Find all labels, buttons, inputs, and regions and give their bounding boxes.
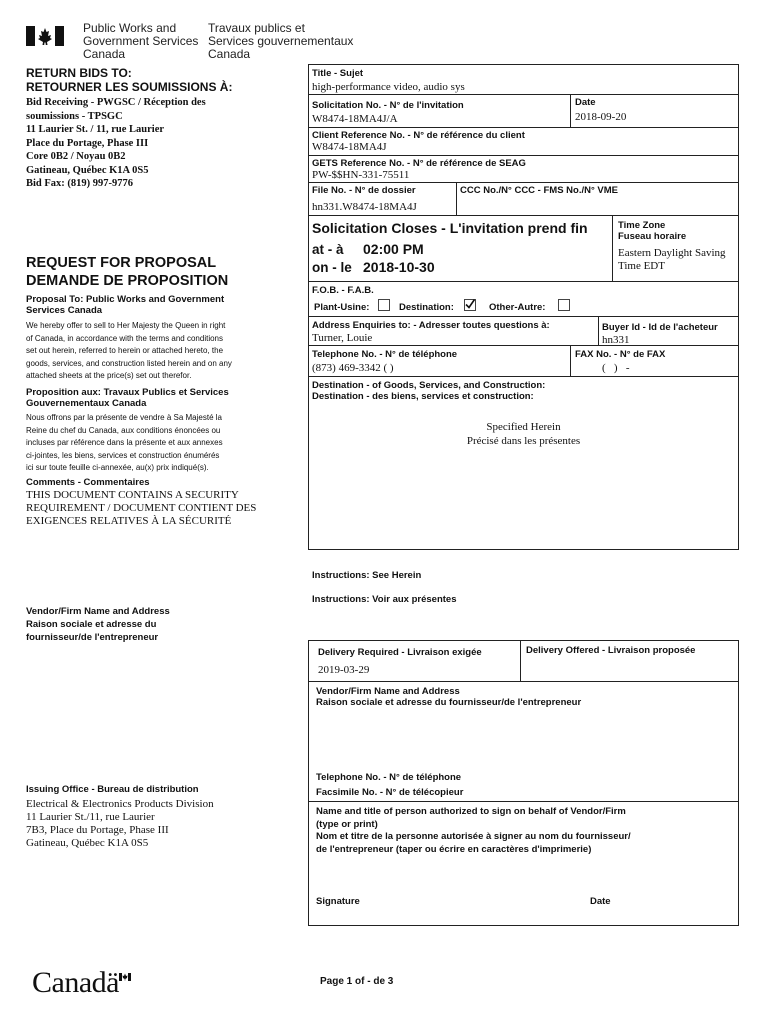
return-bids-address: Bid Receiving - PWGSC / Réception des soumissions - TPSGC 11 Laurier St. / 11, rue Laurier Place du Portage, Phase III Core 0B2 / Noyau 0B2 Gatineau, Québec K1A 0S5 Bid Fax: (819) 997-9776 bbox=[26, 97, 206, 189]
destination-checkbox[interactable] bbox=[464, 299, 476, 311]
client-reference-label: Client Reference No. - N° de référence du client bbox=[312, 130, 525, 141]
date-label: Date bbox=[575, 97, 596, 108]
fax-value: ( ) - bbox=[602, 362, 630, 374]
signature-date-label: Date bbox=[590, 896, 611, 907]
vendor-firm-label-left: Vendor/Firm Name and Address Raison sociale et adresse du fournisseur/de l'entrepreneur bbox=[26, 606, 170, 643]
department-name-fr: Travaux publics et Services gouvernementaux Canada bbox=[208, 21, 354, 61]
proposal-to-en: Proposal To: Public Works and Government Services Canada bbox=[26, 294, 225, 316]
closing-time-label: at - à bbox=[312, 242, 344, 257]
telephone-value: (873) 469-3342 ( ) bbox=[312, 362, 394, 374]
telephone-label: Telephone No. - N° de téléphone bbox=[312, 349, 458, 360]
proposal-to-fr: Proposition aux: Travaux Publics et Services Gouvernementaux Canada bbox=[26, 387, 229, 409]
return-bids-heading: RETURN BIDS TO: RETOURNER LES SOUMISSIONS À: bbox=[26, 66, 233, 94]
page-number: Page 1 of - de 3 bbox=[320, 976, 394, 987]
vendor-facsimile-label: Facsimile No. - N° de télécopieur bbox=[316, 787, 464, 798]
destination-goods-label: Destination - of Goods, Services, and Construction: Destination - des biens, services et construction: bbox=[312, 380, 546, 402]
signature-input[interactable] bbox=[312, 908, 582, 924]
department-name-en: Public Works and Government Services Canada bbox=[83, 21, 199, 61]
instructions-en: Instructions: See Herein bbox=[312, 570, 422, 581]
delivery-offered-input[interactable] bbox=[524, 658, 736, 678]
buyer-id-value: hn331 bbox=[602, 334, 630, 345]
delivery-offered-label: Delivery Offered - Livraison proposée bbox=[526, 645, 696, 656]
signature-label: Signature bbox=[316, 896, 360, 907]
authorized-signer-input[interactable] bbox=[312, 858, 736, 892]
canada-flag-icon bbox=[26, 26, 64, 46]
solicitation-number-value: W8474-18MA4J/A bbox=[312, 113, 398, 125]
date-value: 2018-09-20 bbox=[575, 111, 627, 123]
instructions-fr: Instructions: Voir aux présentes bbox=[312, 594, 457, 605]
time-zone-label: Time Zone Fuseau horaire bbox=[618, 220, 687, 242]
file-number-label: File No. - N° de dossier bbox=[312, 185, 416, 196]
comments-text: THIS DOCUMENT CONTAINS A SECURITY REQUIREMENT / DOCUMENT CONTIENT DES EXIGENCES RELATIVES À LA SÉCURITÉ bbox=[26, 489, 257, 527]
gets-reference-label: GETS Reference No. - N° de référence de SEAG bbox=[312, 158, 526, 169]
issuing-office-label: Issuing Office - Bureau de distribution bbox=[26, 784, 199, 795]
offer-text-fr: Nous offrons par la présente de vendre à Sa Majesté la Reine du chef du Canada, aux conditions énoncées ou incluses par référence dans la présente et aux annexes ci-jointes, les biens, services et construction énumérés ici sur toute feuille ci-annexée, au(x) prix indiqué(s). bbox=[26, 413, 223, 472]
delivery-required-label: Delivery Required - Livraison exigée bbox=[318, 647, 482, 658]
plant-usine-checkbox[interactable] bbox=[378, 299, 390, 311]
other-autre-label: Other-Autre: bbox=[489, 302, 546, 313]
checkmark-icon bbox=[464, 298, 476, 310]
title-value: high-performance video, audio sys bbox=[312, 81, 465, 93]
request-for-proposal-title: REQUEST FOR PROPOSAL DEMANDE DE PROPOSITION bbox=[26, 255, 229, 289]
ccc-number-label: CCC No./N° CCC - FMS No./N° VME bbox=[460, 185, 619, 196]
signature-date-input[interactable] bbox=[588, 908, 736, 924]
offer-text-en: We hereby offer to sell to Her Majesty the Queen in right of Canada, in accordance with the terms and conditions set out herein, referred to herein or attached hereto, the goods, services, and construction listed herein and on any attached sheets at the price(s) set out therefor. bbox=[26, 321, 232, 380]
address-enquiries-label: Address Enquiries to: - Adresser toutes questions à: bbox=[312, 320, 550, 331]
vendor-telephone-label: Telephone No. - N° de téléphone bbox=[316, 772, 462, 783]
comments-label: Comments - Commentaires bbox=[26, 477, 150, 488]
fax-label: FAX No. - N° de FAX bbox=[575, 349, 666, 360]
file-number-value: hn331.W8474-18MA4J bbox=[312, 201, 417, 213]
vendor-firm-label-right: Vendor/Firm Name and Address Raison sociale et adresse du fournisseur/de l'entrepreneur bbox=[316, 686, 582, 708]
closing-date-label: on - le bbox=[312, 260, 352, 275]
vendor-firm-input[interactable] bbox=[312, 712, 736, 768]
canada-wordmark: Canadä bbox=[32, 966, 119, 999]
buyer-id-label: Buyer Id - Id de l'acheteur bbox=[602, 322, 718, 333]
client-reference-value: W8474-18MA4J bbox=[312, 141, 387, 153]
closing-date-value: 2018-10-30 bbox=[363, 259, 435, 275]
authorized-signer-label: Name and title of person authorized to sign on behalf of Vendor/Firm (type or print) Nom et titre de la personne autorisée à signer au nom du fournisseur/ de l'entrepreneur (taper ou écrire en caractères d'imprimerie) bbox=[316, 806, 631, 855]
title-label: Title - Sujet bbox=[312, 68, 364, 79]
solicitation-number-label: Solicitation No. - N° de l'invitation bbox=[312, 100, 464, 111]
solicitation-closes-heading: Solicitation Closes - L'invitation prend fin bbox=[312, 220, 588, 236]
delivery-required-value: 2019-03-29 bbox=[318, 664, 370, 676]
time-zone-value: Eastern Daylight Saving Time EDT bbox=[618, 247, 726, 272]
closing-time-value: 02:00 PM bbox=[363, 241, 424, 257]
destination-checkbox-label: Destination: bbox=[399, 302, 454, 313]
other-autre-checkbox[interactable] bbox=[558, 299, 570, 311]
destination-goods-value: Specified Herein Précisé dans les présentes bbox=[466, 421, 581, 447]
issuing-office-address: Electrical & Electronics Products Division 11 Laurier St./11, rue Laurier 7B3, Place du Portage, Phase III Gatineau, Québec K1A 0S5 bbox=[26, 798, 214, 849]
gets-reference-value: PW-$$HN-331-75511 bbox=[312, 169, 410, 181]
fob-label: F.O.B. - F.A.B. bbox=[312, 285, 374, 296]
address-enquiries-value: Turner, Louie bbox=[312, 332, 373, 344]
wordmark-flag-icon bbox=[119, 968, 131, 986]
plant-usine-label: Plant-Usine: bbox=[314, 302, 370, 313]
